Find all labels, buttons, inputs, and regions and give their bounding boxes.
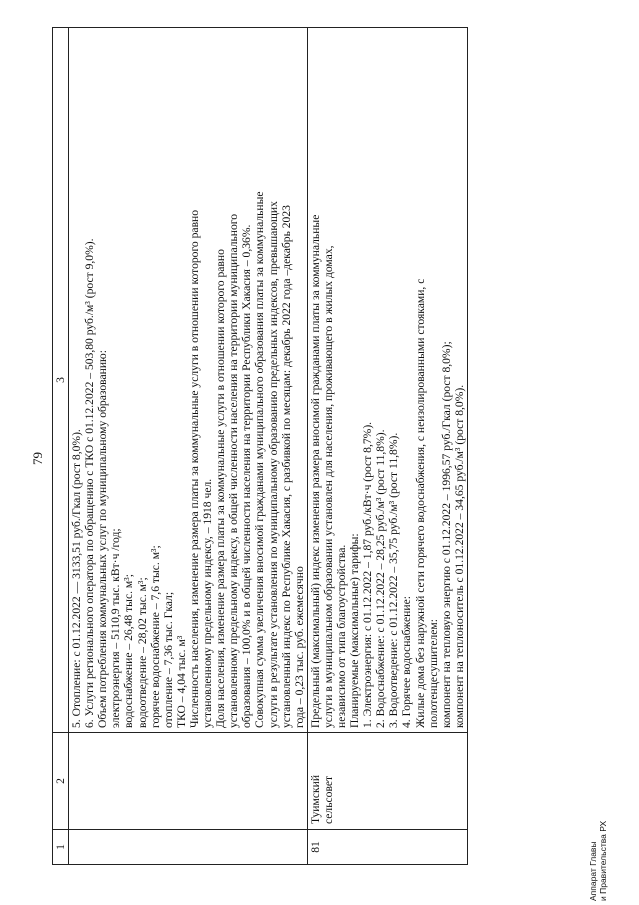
description-line: 2. Водоснабжение: с 01.12.2022 – 28,25 руб./м³ (рост 11,8%). <box>374 429 388 728</box>
description-line: 3. Водоотведение: с 01.12.2022 – 35,75 руб./м³ (рост 11,8%). <box>387 432 401 728</box>
description-line: водоотведение – 28,02 тыс. м³; <box>135 577 149 728</box>
description-line: Совокупная сумма увеличения вносимой гражданами муниципального образования платы за коммунальные <box>253 191 267 728</box>
description-line: горячее водоснабжение – 7,6 тыс. м³; <box>148 545 162 728</box>
description-line: Численность населения, изменение размера платы за коммунальные услуги в отношении которого равно <box>187 209 201 728</box>
description-line: Планируемые (максимальные) тарифы: <box>348 533 362 728</box>
description-line: Доля населения, изменение размера платы за коммунальные услуги в отношении которого равно <box>214 249 228 728</box>
table-row-continuation <box>69 28 308 865</box>
description-line: 6. Услуги регионального оператора по обращению с ТКО с 01.12.2022 – 503,80 руб./м³ (рост 9,0%). <box>83 238 97 728</box>
description-line: услуги в результате установления по муниципальному образованию предельных индексов, превышающих <box>266 201 280 728</box>
description-line: 5. Отопление: с 01.12.2022 — 3133,51 руб./Гкал (рост 8,0%). <box>70 429 84 728</box>
description-line: компонент на теплоноситель с 01.12.2022 – 34,65 руб./м³ (рост 8,0%). <box>452 384 466 728</box>
description-line: года – 0,23 тыс. руб. ежемесячно <box>292 566 306 728</box>
description-line: услуги в муниципальном образовании установлен для населения, проживающего в жилых домах, <box>321 245 335 728</box>
page-number: 79 <box>30 452 45 465</box>
description-line: водоснабжение – 26,48 тыс. м³; <box>122 574 136 728</box>
description-cell <box>69 28 308 733</box>
description-line: установленному предельному индексу, – 1918 чел. <box>201 478 215 728</box>
municipality-cell <box>69 733 308 830</box>
description-line: полотенцесушителем: <box>426 619 440 728</box>
header-col-2: 2 <box>53 733 69 830</box>
header-col-1: 1 <box>53 830 69 865</box>
description-line: независимо от типа благоустройства. <box>334 544 348 728</box>
description-line: образования – 100,0% и в общей численности населения на территории Республики Хакасия – 0,36%. <box>240 224 254 728</box>
description-cell <box>307 28 467 733</box>
stamp-line: Аппарат Главы <box>588 841 598 901</box>
description-line: отопление – 7,36 тыс. Гкал; <box>161 591 175 728</box>
description-line: Предельный (максимальный) индекс изменения размера вносимой гражданами платы за коммунальные <box>308 214 322 728</box>
description-line: Жилые дома без наружной сети горячего водоснабжения, с неизолированными стояками, с <box>413 278 427 728</box>
description-line: ТКО – 4,04 тыс. м³ <box>174 635 188 728</box>
row-number-cell: 81 <box>307 830 467 865</box>
description-line: Объем потребления коммунальных услуг по муниципальному образованию: <box>96 350 110 728</box>
description-line: электроэнергия – 5110,9 тыс. кВт·ч /год; <box>109 528 123 728</box>
tariff-table <box>52 27 468 865</box>
table-row-81 <box>307 28 467 865</box>
description-line: установленный индекс по Республике Хакасия, с разбивкой по месяцам: декабрь 2022 года –декабрь 2023 <box>279 205 293 728</box>
description-line: компонент на тепловую энергию с 01.12.2022 – 1996,57 руб./Гкал (рост 8,0%); <box>439 341 453 728</box>
header-col-3: 3 <box>53 28 69 733</box>
description-line: установленному предельному индексу, в общей численности населения на территории муниципального <box>227 213 241 728</box>
table-header-row <box>53 28 69 865</box>
office-stamp <box>588 821 608 901</box>
description-line: 4. Горячее водоснабжение: <box>400 596 414 728</box>
municipality-cell: Туимский сельсовет <box>307 733 467 830</box>
description-line: 1. Электроэнергия: с 01.12.2022 – 1,87 руб./кВт·ч (рост 8,7%). <box>361 421 375 728</box>
row-number-cell <box>69 830 308 865</box>
stamp-line: и Правительства РХ <box>598 820 608 901</box>
